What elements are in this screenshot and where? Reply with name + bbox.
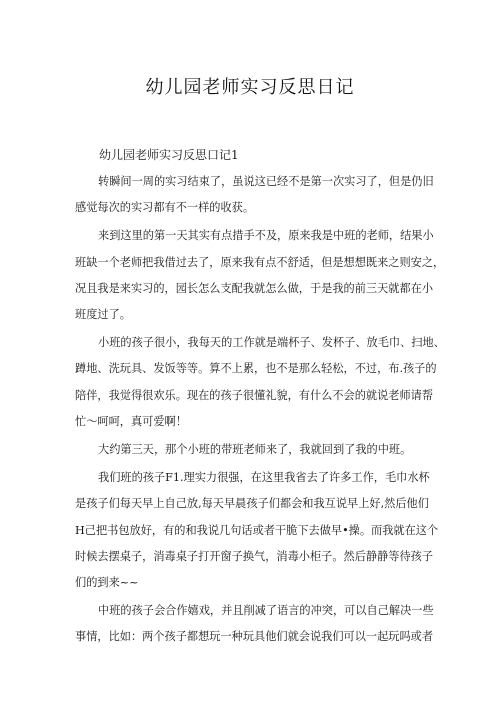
paragraph-line: 时候去摆桌子，消毒桌子打开窗子换气，消毒小柜子。然后静静等待孩子 [75,549,434,563]
document-subtitle: 幼儿园老师实习反思口记1 [99,148,239,162]
document-body [75,143,445,653]
paragraph-line: H己把书包放好，有的和我说几句话或者干脆下去做早•操。而我就在这个 [75,523,439,537]
paragraph-line: 班度过了。 [75,308,131,322]
paragraph [75,465,439,596]
paragraph [75,330,445,435]
paragraph [75,598,434,650]
paragraph-line: 班缺一个老师把我借过去了，原来我有点不舒适，但是想想既来之则安之， [75,255,445,269]
paragraph-line: 是孩子们每天早上自己放,每天早晨孩子们都会和我互说早上好,然后他们 [75,497,429,511]
paragraph-line: 大约第三天，那个小班的带班老师来了，我就回到了我的中班。 [98,443,412,457]
paragraph-line: 况且我是来实习的，园长怎么支配我就怎么做，于是我的前三天就都在小 [75,281,434,295]
paragraph [75,169,434,221]
paragraph-line: 事情，比如：两个孩子都想玩一种玩具他们就会说我们可以一起玩吗或者 [75,630,434,644]
paragraph-line: 转瞬间一周的实习结束了，虽说这已经不是第一次实习了，但是仍旧 [98,175,434,188]
paragraph-line: 陪伴，我觉得很欢乐。现在的孩子很懂礼貌，有什么不会的就说老师请帮 [75,388,434,402]
paragraph-line: 感觉每次的实习都有不一样的收获。 [75,201,255,215]
paragraph-line: 中班的孩子会合作嬉戏，并且削减了语言的冲突，可以自己解决一些 [98,604,434,618]
document-title: 幼儿园老师实习反思日记 [145,77,355,98]
paragraph [75,223,445,328]
paragraph [75,437,429,463]
paragraph-line: 蹲地、洗玩具、发饭等等。算不上累，也不是那么轻松，不过，布.孩子的 [75,362,437,376]
paragraph-line: 我们班的孩子F1.理实力很强，在这里我省去了许多工作，毛巾水杯 [98,471,430,485]
paragraph-line: 忙～呵呵，真可爱啊！ [75,414,187,428]
paragraph-line: 小班的孩子很小，我每天的工作就是端杯子、发杯子、放毛巾、扫地、 [98,336,445,350]
paragraph-line: 们的到来~~ [75,576,139,590]
paragraph-line: 来到这里的第一天其实有点措手不及，原来我是中班的老师，结果小 [98,229,434,243]
